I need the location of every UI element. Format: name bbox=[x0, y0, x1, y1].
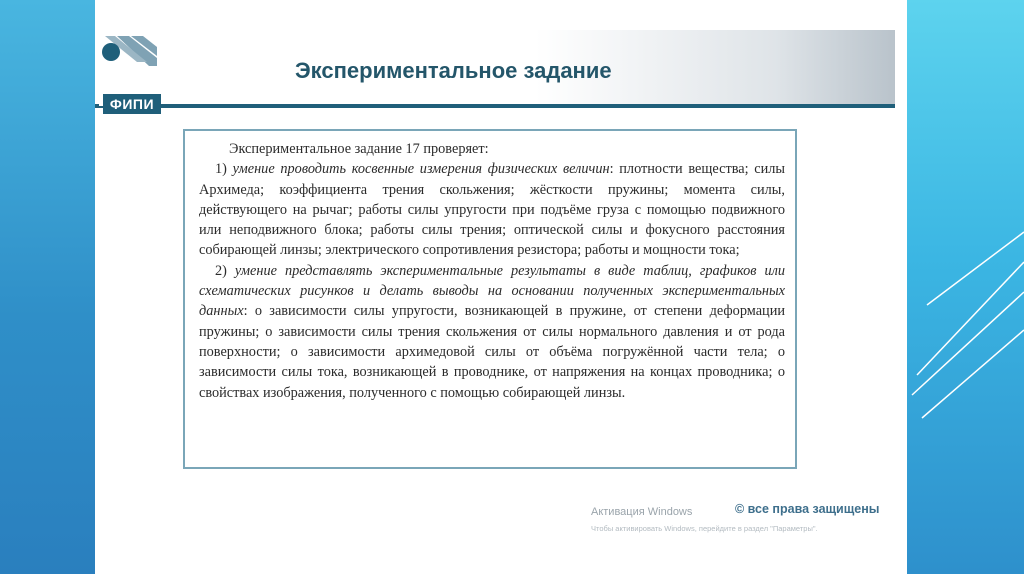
right-side-band bbox=[907, 0, 1024, 574]
intro-paragraph: Экспериментальное задание 17 проверяет: bbox=[229, 141, 489, 157]
item-2-text: : о зависимости силы упругости, возникающей в пружине, от степени деформации пружины; о зависимости силы трения скольжения от силы нормального давления и от рода поверхности; о зависимости архимедовой силы от объёма погружённой части тела; о зависимости силы тока, возникающей в проводнике, от напряжения на концах проводника; о свойствах изображения, полученного с помощью собирающей линзы. bbox=[199, 303, 785, 401]
item-1-paragraph bbox=[199, 159, 785, 260]
logo-text: ФИПИ bbox=[103, 94, 161, 114]
slide-title: Экспериментальное задание bbox=[295, 58, 612, 83]
item-1-number: 1) bbox=[215, 161, 233, 178]
left-side-band bbox=[0, 0, 95, 574]
slide bbox=[95, 0, 907, 574]
item-2-emphasis: умение представлять экспериментальные результаты в виде таблиц, графиков или схематических рисунков и делать выводы на основании полученных экспериментальных данных bbox=[199, 262, 786, 320]
windows-activation-subtitle: Чтобы активировать Windows, перейдите в раздел "Параметры". bbox=[591, 524, 818, 533]
item-2-paragraph bbox=[199, 261, 785, 403]
item-2-number: 2) bbox=[215, 262, 235, 279]
decorative-lines bbox=[907, 0, 1024, 574]
fipi-logo bbox=[99, 32, 159, 112]
item-1-emphasis: умение проводить косвенные измерения физических величин bbox=[232, 161, 610, 178]
windows-activation-title: Активация Windows bbox=[591, 506, 693, 518]
header-underline bbox=[95, 104, 895, 108]
item-1-text: : плотности вещества; силы Архимеда; коэффициента трения скольжения; жёсткости пружины; момента силы, действующего на рычаг; работы силы упругости при подъёме груза с помощью подвижного или неподвижного блока; работы силы трения; оптической силы и фокусного расстояния собирающей линзы; электрического сопротивления резистора; работы и мощности тока; bbox=[199, 161, 786, 259]
task-description-box bbox=[183, 129, 797, 469]
copyright-notice: © все права защищены bbox=[735, 502, 880, 516]
